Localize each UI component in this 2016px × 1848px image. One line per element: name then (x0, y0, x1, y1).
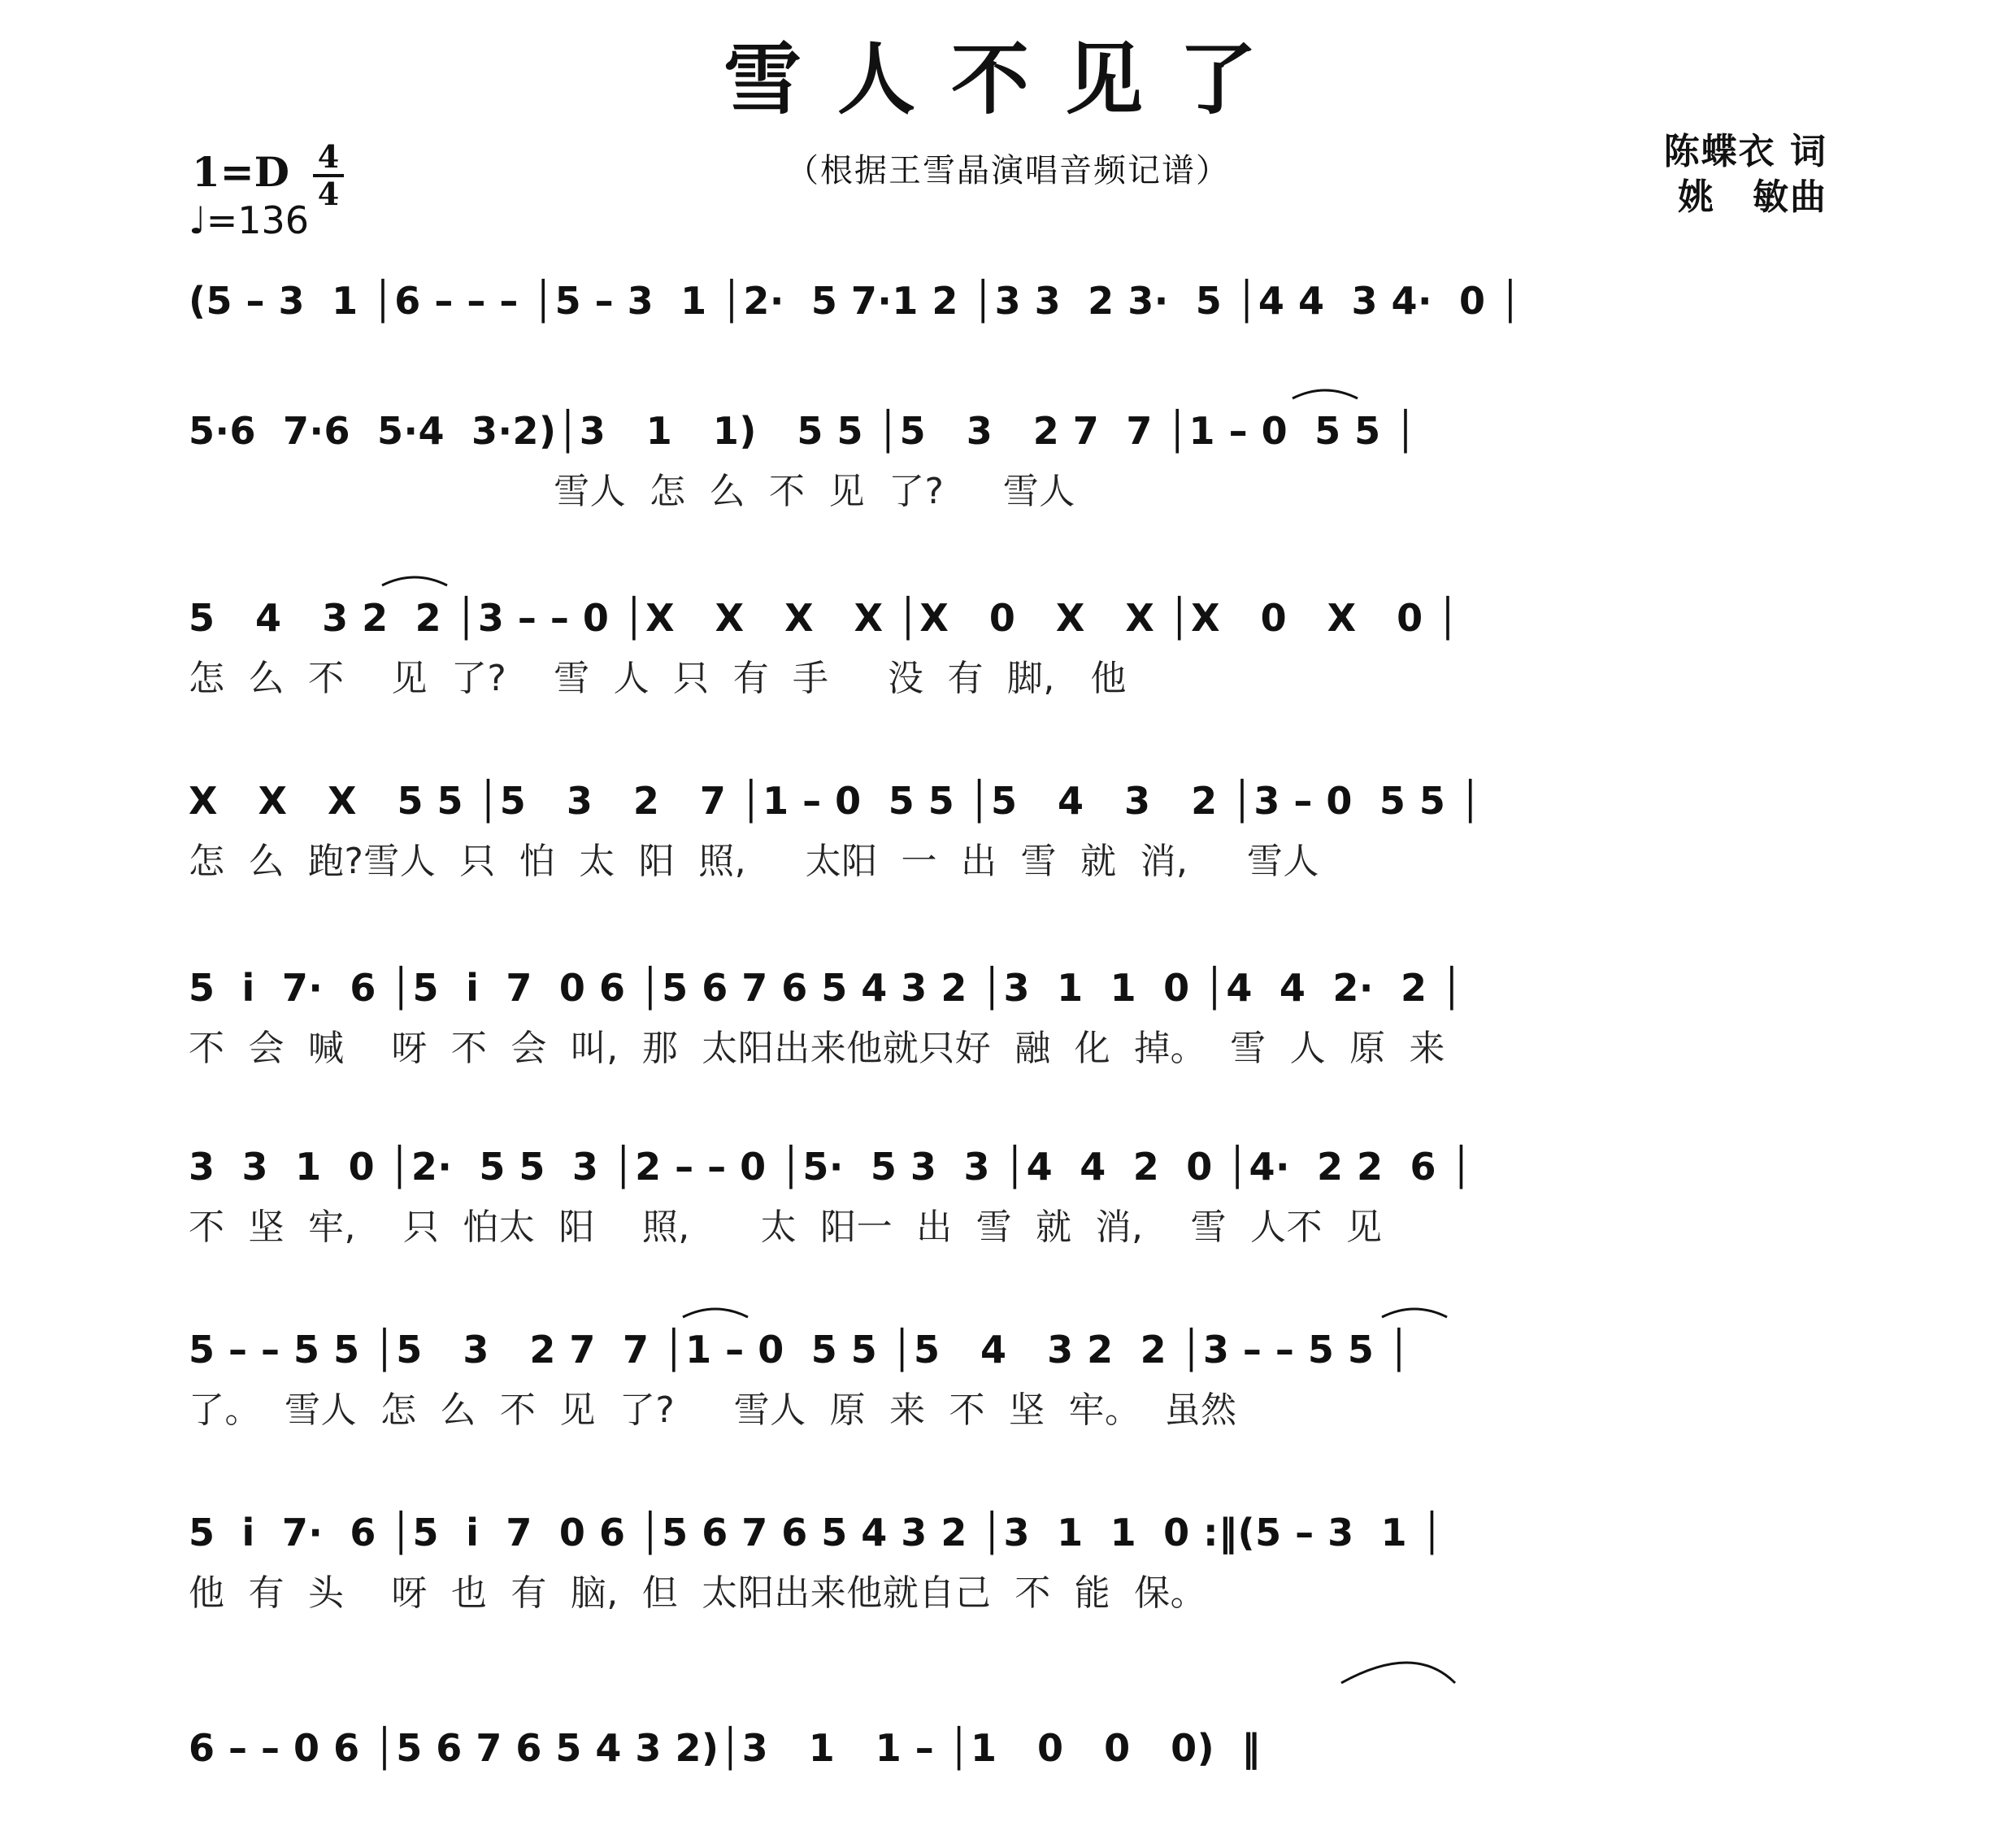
slur-line7a (683, 1309, 748, 1317)
slur-final (1341, 1663, 1455, 1683)
notation-line: 6 – – 0 6 │5 6 7 6 5 4 3 2)│3 1 1 – │1 0 0 0) ‖ (189, 1726, 1261, 1770)
lyricist-credit: 陈蝶衣 词 (1663, 131, 1827, 172)
notation-line: 5 i 7· 6 │5 i 7 0 6 │5 6 7 6 5 4 3 2 │3 1 1 0 │4 4 2· 2 │ (189, 966, 1464, 1010)
lyrics-line: 了。 雪人 怎 么 不 见 了? 雪人 原 来 不 坚 牢。 虽然 (189, 1389, 1237, 1431)
lyrics-line: 不 坚 牢, 只 怕太 阳 照, 太 阳一 出 雪 就 消, 雪 人不 见 (189, 1207, 1383, 1248)
tempo-marking: ♩=136 (189, 198, 310, 242)
lyrics-line: 雪人 怎 么 不 见 了? 雪人 (189, 471, 1075, 512)
composer-credit: 姚 敏曲 (1678, 176, 1827, 218)
lyrics-line: 不 会 喊 呀 不 会 叫, 那 太阳出来他就只好 融 化 掉。 雪 人 原 来 (189, 1028, 1446, 1069)
slur-line7b (1382, 1309, 1447, 1317)
slur-line2 (1293, 390, 1358, 398)
notation-line: 5 4 3 2 2 │3 – – 0 │X X X X │X 0 X X │X 0 X 0 │ (189, 596, 1460, 640)
lyrics-line: 怎 么 跑?雪人 只 怕 太 阳 照, 太阳 一 出 雪 就 消, 雪人 (189, 841, 1319, 882)
time-signature-bottom: 4 (317, 176, 340, 212)
notation-line: 5·6 7·6 5·4 3·2)│3 1 1) 5 5 │5 3 2 7 7 │1 – 0 5 5 │ (189, 409, 1418, 453)
key-signature: 1=D (192, 148, 290, 196)
transcription-note: （根据王雪晶演唱音频记谱） (786, 152, 1230, 189)
time-signature-top: 4 (317, 138, 340, 175)
slur-line3 (382, 577, 447, 585)
notation-line: 3 3 1 0 │2· 5 5 3 │2 – – 0 │5· 5 3 3 │4 4 2 0 │4· 2 2 6 │ (189, 1145, 1473, 1189)
song-title: 雪人不见了 (723, 33, 1293, 125)
lyrics-line: 他 有 头 呀 也 有 脑, 但 太阳出来他就自己 不 能 保。 (189, 1572, 1207, 1614)
notation-line: 5 – – 5 5 │5 3 2 7 7 │1 – 0 5 5 │5 4 3 2 2 │3 – – 5 5 │ (189, 1328, 1411, 1372)
notation-line: X X X 5 5 │5 3 2 7 │1 – 0 5 5 │5 4 3 2 │3 – 0 5 5 │ (189, 779, 1483, 823)
notation-line: (5 – 3 1 │6 – – – │5 – 3 1 │2· 5 7·1 2 │3 3 2 3· 5 │4 4 3 4· 0 │ (189, 279, 1523, 323)
lyrics-line: 怎 么 不 见 了? 雪 人 只 有 手 没 有 脚, 他 (189, 658, 1127, 699)
notation-line: 5 i 7· 6 │5 i 7 0 6 │5 6 7 6 5 4 3 2 │3 1 1 0 :‖(5 – 3 1 │ (189, 1511, 1444, 1554)
